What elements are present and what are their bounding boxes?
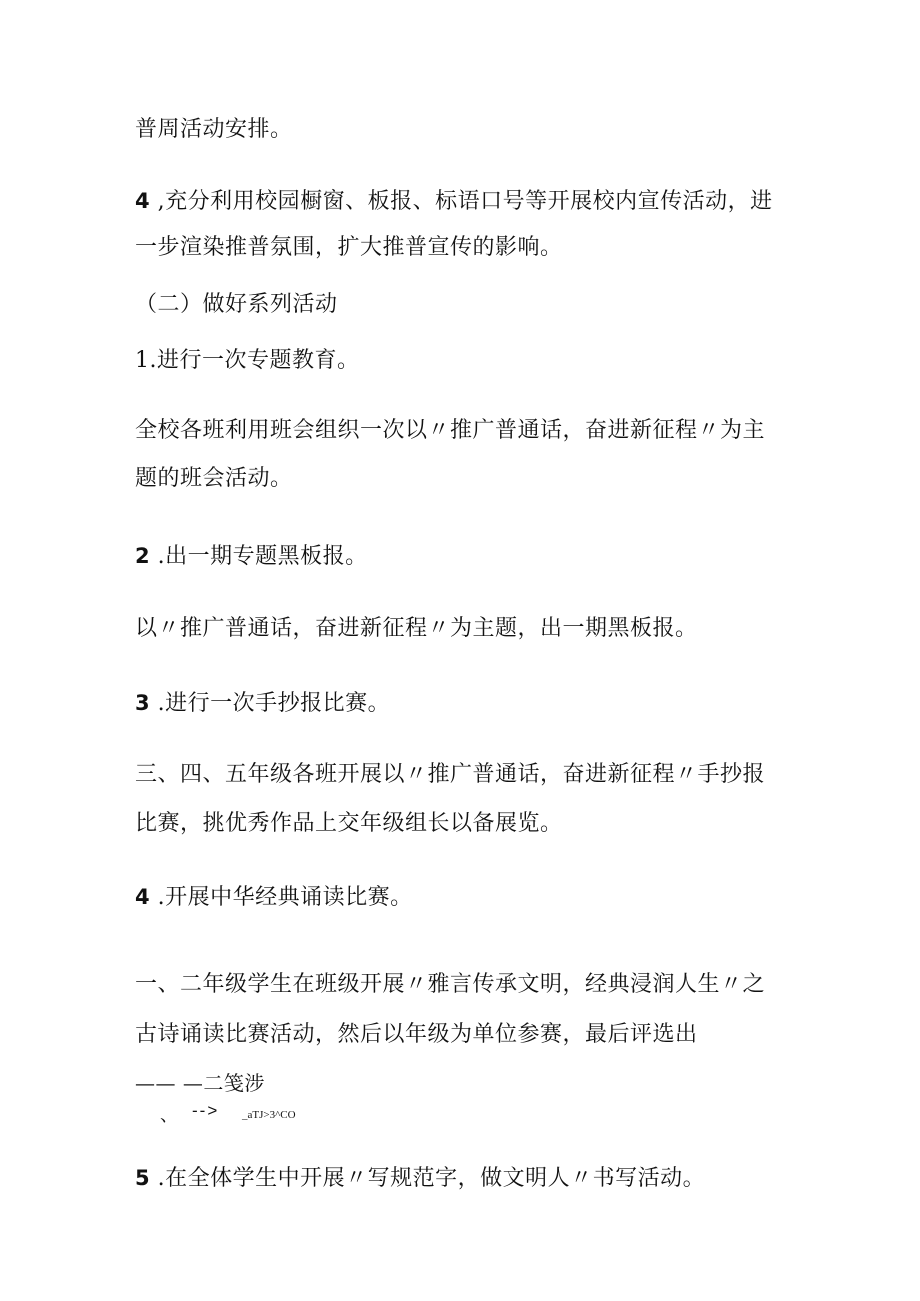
paragraph-line: [135, 1020, 698, 1050]
paragraph-item-4-publicity: [135, 186, 773, 217]
item-4-description: [135, 970, 765, 1000]
paragraph-text: 以〃推广普通话，奋进新征程〃为主题，出一期黑板报。: [135, 616, 698, 641]
item-heading-text: .进行一次手抄报比赛。: [150, 691, 391, 716]
item-1-description: [135, 416, 765, 446]
item-heading-text: .出一期专题黑板报。: [150, 544, 368, 569]
paragraph-text: 题的班会活动。: [135, 466, 293, 491]
garbled-code: _aTJ>3^CO: [242, 1109, 296, 1121]
item-heading-text: 1.进行一次专题教育。: [135, 348, 360, 373]
section-heading: [135, 290, 338, 320]
item-heading-2: [135, 541, 368, 572]
item-number: 2: [135, 544, 151, 568]
paragraph-text: 三、四、五年级各班开展以〃推广普通话，奋进新征程〃手抄报: [135, 762, 766, 787]
garbled-mark: 、: [160, 1105, 178, 1126]
paragraph-text: 一、二年级学生在班级开展〃雅言传承文明，经典浸润人生〃之: [135, 972, 766, 997]
item-number: 3: [135, 691, 151, 715]
paragraph-text: 普周活动安排。: [135, 117, 293, 142]
section-heading-text: （二）做好系列活动: [135, 292, 338, 317]
item-heading-3: [135, 688, 390, 719]
item-2-description: [135, 614, 698, 644]
paragraph-text: 古诗诵读比赛活动，然后以年级为单位参赛，最后评选出: [135, 1022, 698, 1047]
paragraph-line: [135, 809, 563, 839]
item-number: 4: [135, 885, 151, 909]
paragraph-text: ,充分利用校园橱窗、板报、标语口号等开展校内宣传活动，进: [150, 189, 773, 214]
garbled-arrow: -->: [192, 1101, 220, 1120]
paragraph-text: 一步渲染推普氛围，扩大推普宣传的影响。: [135, 235, 563, 260]
item-heading-4: [135, 882, 413, 913]
paragraph-continuation: [135, 115, 293, 145]
paragraph-line: [135, 464, 293, 494]
item-heading-5: [135, 1163, 705, 1194]
garbled-text-line: [135, 1068, 265, 1098]
item-number: 4: [135, 189, 151, 213]
garbled-text: —— —二笺涉: [135, 1071, 265, 1095]
item-number: 5: [135, 1166, 151, 1190]
item-heading-text: .开展中华经典诵读比赛。: [150, 885, 413, 910]
paragraph-line: [135, 233, 563, 263]
item-heading-1: [135, 346, 360, 376]
paragraph-text: 比赛，挑优秀作品上交年级组长以备展览。: [135, 811, 563, 836]
item-heading-text: .在全体学生中开展〃写规范字，做文明人〃书写活动。: [150, 1166, 706, 1191]
paragraph-text: 全校各班利用班会组织一次以〃推广普通话，奋进新征程〃为主: [135, 418, 766, 443]
item-3-description: [135, 760, 765, 790]
